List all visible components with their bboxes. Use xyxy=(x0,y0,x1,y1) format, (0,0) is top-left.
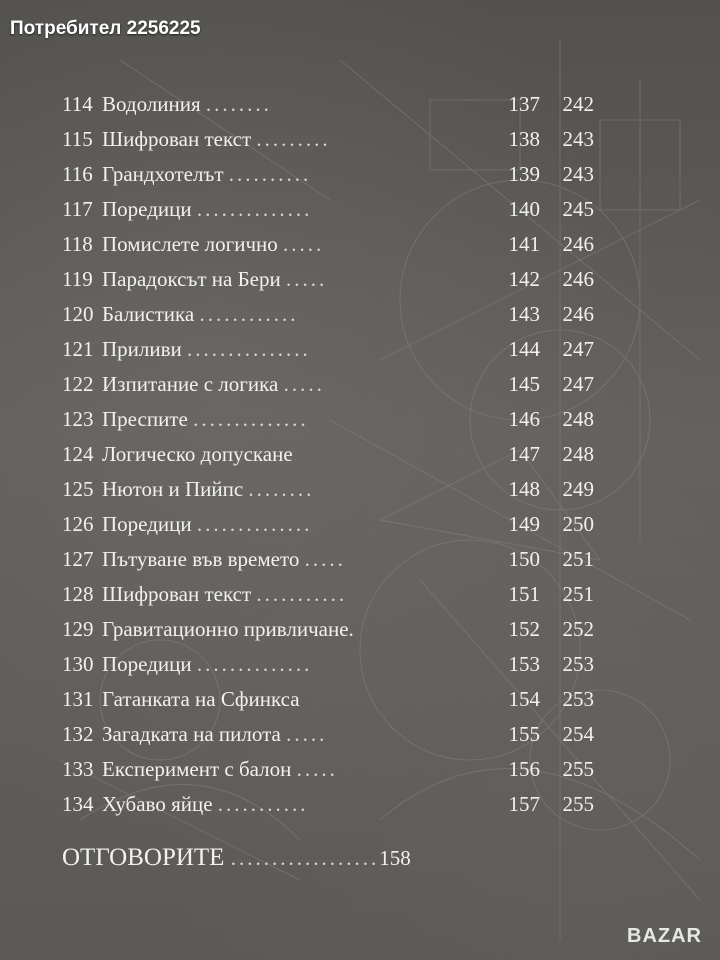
puzzle-title-text: Пътуване във времето xyxy=(102,547,300,571)
puzzle-title-text: Балистика xyxy=(102,302,195,326)
puzzle-title-text: Нютон и Пийпс xyxy=(102,477,244,501)
puzzle-title xyxy=(102,124,331,154)
answer-page: 253 xyxy=(562,652,594,676)
answer-page: 249 xyxy=(562,477,594,501)
answer-page: 251 xyxy=(562,547,594,571)
puzzle-number: 128 xyxy=(62,582,94,606)
puzzle-title xyxy=(102,334,311,364)
answer-page: 246 xyxy=(562,302,594,326)
dot-leader: ..... xyxy=(286,722,328,746)
puzzle-number: 133 xyxy=(62,757,94,781)
puzzle-title xyxy=(102,264,327,294)
puzzle-page: 149 xyxy=(508,512,540,536)
dot-leader: ..... xyxy=(285,267,328,291)
puzzle-number: 124 xyxy=(62,442,94,466)
puzzle-title-text: Хубаво яйце xyxy=(102,792,213,816)
puzzle-title xyxy=(102,614,354,644)
dot-leader: .............. xyxy=(196,512,313,536)
dot-leader: .............. xyxy=(193,407,309,431)
dot-leader: .............. xyxy=(196,652,313,676)
puzzle-title-text: Шифрован текст xyxy=(102,127,252,151)
puzzle-title xyxy=(102,754,338,784)
toc-row xyxy=(62,754,602,784)
puzzle-title xyxy=(102,369,325,399)
puzzle-page: 138 xyxy=(508,127,540,151)
toc-row xyxy=(62,719,602,749)
toc-row xyxy=(62,544,602,574)
puzzle-title xyxy=(102,719,327,749)
answer-page: 247 xyxy=(562,372,594,396)
dot-leader: ..... xyxy=(283,232,325,256)
username-label: Потребител 2256225 xyxy=(10,18,201,39)
toc-row xyxy=(62,404,602,434)
toc-row xyxy=(62,264,602,294)
puzzle-number: 117 xyxy=(62,197,93,221)
puzzle-number: 131 xyxy=(62,687,94,711)
answer-page: 250 xyxy=(562,512,594,536)
puzzle-number: 134 xyxy=(62,792,94,816)
toc-row xyxy=(62,474,602,504)
puzzle-page: 140 xyxy=(508,197,540,221)
answers-page: 158 xyxy=(379,846,411,870)
puzzle-title-text: Поредици xyxy=(102,652,192,676)
puzzle-title xyxy=(102,89,272,119)
toc-row xyxy=(62,299,602,329)
puzzle-page: 155 xyxy=(508,722,540,746)
toc-row xyxy=(62,159,602,189)
dot-leader: ............ xyxy=(199,302,299,326)
answer-page: 253 xyxy=(562,687,594,711)
bazar-watermark-logo: BAZAR xyxy=(627,925,702,947)
answer-page: 255 xyxy=(562,757,594,781)
puzzle-page: 144 xyxy=(508,337,540,361)
toc-row xyxy=(62,614,602,644)
toc-row xyxy=(62,194,602,224)
puzzle-title xyxy=(102,404,309,434)
puzzle-page: 153 xyxy=(508,652,540,676)
toc-row xyxy=(62,789,602,819)
toc-row xyxy=(62,124,602,154)
puzzle-title xyxy=(102,649,312,679)
puzzle-number: 118 xyxy=(62,232,93,256)
puzzle-title-text: Преспите xyxy=(102,407,188,431)
puzzle-title-text: Помислете логично xyxy=(102,232,278,256)
dot-leader: ..... xyxy=(296,757,338,781)
toc-row xyxy=(62,684,602,714)
puzzle-number: 126 xyxy=(62,512,94,536)
puzzle-title-text: Грандхотелът xyxy=(102,162,224,186)
puzzle-number: 123 xyxy=(62,407,94,431)
answer-page: 252 xyxy=(562,617,594,641)
answer-page: 251 xyxy=(562,582,594,606)
toc-row xyxy=(62,229,602,259)
puzzle-page: 157 xyxy=(508,792,540,816)
puzzle-number: 115 xyxy=(62,127,93,151)
dot-leader: ......... xyxy=(256,127,331,151)
puzzle-number: 120 xyxy=(62,302,94,326)
puzzle-page: 150 xyxy=(508,547,540,571)
puzzle-title xyxy=(102,159,311,189)
puzzle-page: 148 xyxy=(508,477,540,501)
answer-page: 245 xyxy=(562,197,594,221)
answer-page: 243 xyxy=(562,162,594,186)
puzzle-number: 130 xyxy=(62,652,94,676)
dot-leader: ..... xyxy=(304,547,346,571)
answer-page: 246 xyxy=(562,267,594,291)
puzzle-title xyxy=(102,299,298,329)
puzzle-number: 119 xyxy=(62,267,93,291)
puzzle-page: 142 xyxy=(508,267,540,291)
toc-row xyxy=(62,439,602,469)
dot-leader: ..... xyxy=(283,372,325,396)
toc-row xyxy=(62,369,602,399)
puzzle-page: 147 xyxy=(508,442,540,466)
dot-leader: ........... xyxy=(217,792,309,816)
puzzle-title-text: Парадоксът на Бери xyxy=(102,267,281,291)
answer-page: 243 xyxy=(562,127,594,151)
answer-page: 248 xyxy=(562,442,594,466)
toc-row xyxy=(62,649,602,679)
dot-leader: .............. xyxy=(196,197,313,221)
puzzle-title xyxy=(102,229,324,259)
answers-label: ОТГОВОРИТЕ xyxy=(62,844,225,871)
dot-leader: ........ xyxy=(248,477,315,501)
puzzle-number: 125 xyxy=(62,477,94,501)
puzzle-number: 122 xyxy=(62,372,94,396)
puzzle-title xyxy=(102,194,312,224)
answer-page: 242 xyxy=(562,92,594,116)
puzzle-title-text: Шифрован текст xyxy=(102,582,252,606)
toc-row xyxy=(62,579,602,609)
toc-row xyxy=(62,334,602,364)
dot-leader: ............... xyxy=(187,337,311,361)
toc-row xyxy=(62,89,602,119)
puzzle-page: 156 xyxy=(508,757,540,781)
puzzle-title-text: Поредици xyxy=(102,197,192,221)
puzzle-title xyxy=(102,684,300,714)
puzzle-title xyxy=(102,544,346,574)
answer-page: 254 xyxy=(562,722,594,746)
puzzle-title xyxy=(102,579,347,609)
answer-page: 248 xyxy=(562,407,594,431)
puzzle-title-text: Логическо допускане xyxy=(102,442,293,466)
puzzle-page: 152 xyxy=(508,617,540,641)
puzzle-title-text: Поредици xyxy=(102,512,192,536)
puzzle-title-text: Приливи xyxy=(102,337,182,361)
puzzle-title-text: Загадката на пилота xyxy=(102,722,281,746)
puzzle-title-text: Гатанката на Сфинкса xyxy=(102,687,300,711)
puzzle-number: 129 xyxy=(62,617,94,641)
puzzle-number: 116 xyxy=(62,162,93,186)
puzzle-title xyxy=(102,439,293,469)
puzzle-number: 114 xyxy=(62,92,93,116)
puzzle-page: 141 xyxy=(508,232,540,256)
puzzle-title-text: Гравитационно привличане. xyxy=(102,617,354,641)
dot-leader: ........ xyxy=(205,92,272,116)
answer-page: 247 xyxy=(562,337,594,361)
dot-leader: .................. xyxy=(230,846,380,870)
puzzle-page: 139 xyxy=(508,162,540,186)
puzzle-page: 143 xyxy=(508,302,540,326)
dot-leader: ........... xyxy=(256,582,348,606)
puzzle-page: 145 xyxy=(508,372,540,396)
puzzle-page: 137 xyxy=(508,92,540,116)
puzzle-number: 127 xyxy=(62,547,94,571)
puzzle-title-text: Експеримент с балон xyxy=(102,757,292,781)
toc-row xyxy=(62,509,602,539)
puzzle-page: 146 xyxy=(508,407,540,431)
answers-section-entry xyxy=(62,838,411,878)
answer-page: 246 xyxy=(562,232,594,256)
puzzle-page: 151 xyxy=(508,582,540,606)
puzzle-title xyxy=(102,509,312,539)
dot-leader: .......... xyxy=(228,162,312,186)
puzzle-title xyxy=(102,789,309,819)
answer-page: 255 xyxy=(562,792,594,816)
puzzle-title-text: Изпитание с логика xyxy=(102,372,279,396)
puzzle-title-text: Водолиния xyxy=(102,92,201,116)
puzzle-number: 132 xyxy=(62,722,94,746)
puzzle-page: 154 xyxy=(508,687,540,711)
puzzle-title xyxy=(102,474,314,504)
puzzle-number: 121 xyxy=(62,337,94,361)
